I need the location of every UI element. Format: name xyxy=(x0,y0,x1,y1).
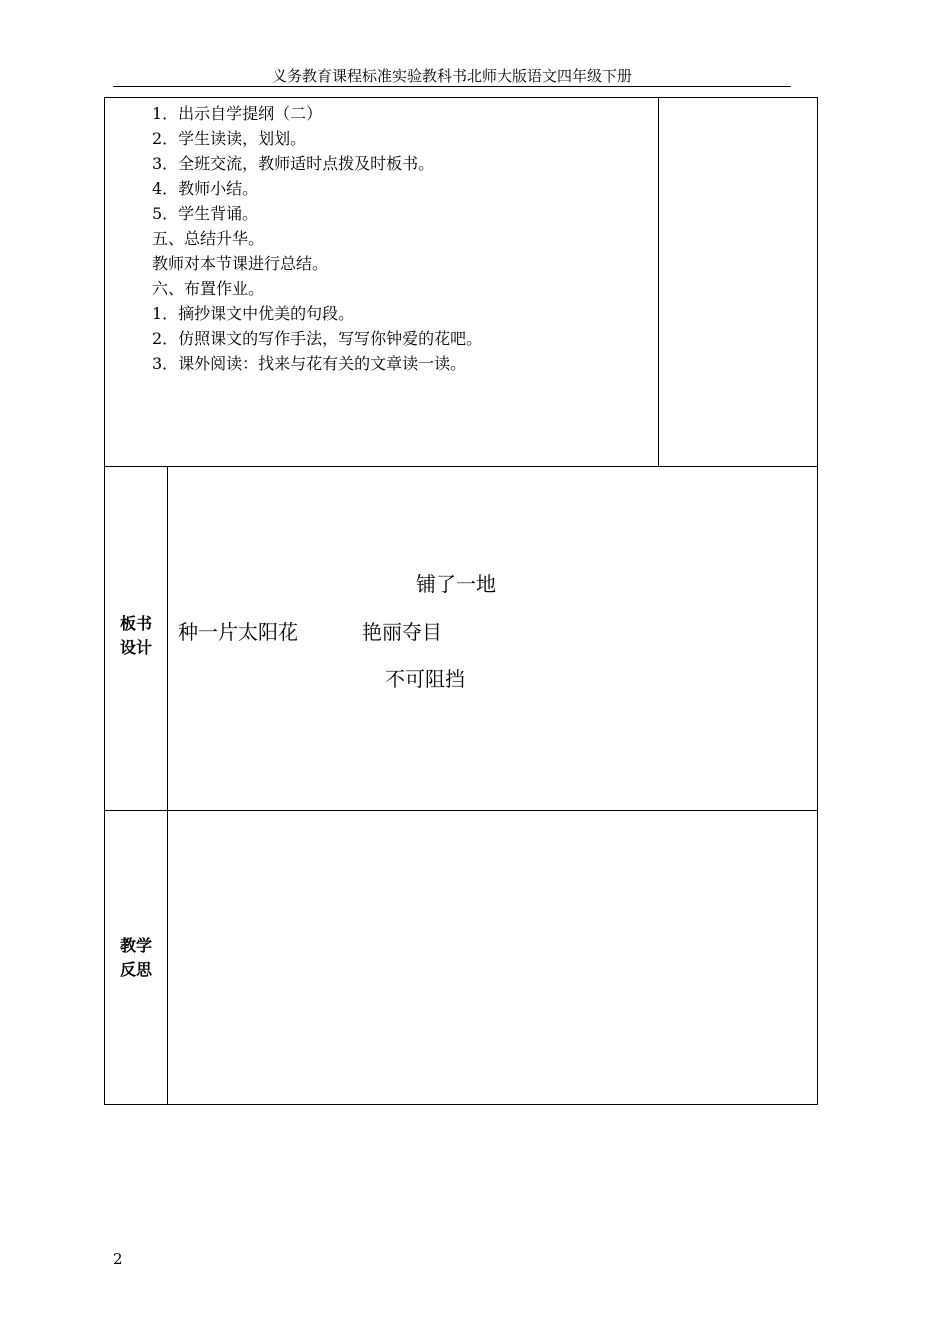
list-item: 五、总结升华。 xyxy=(152,229,265,248)
notes-column-divider xyxy=(658,97,659,467)
list-item: 1．摘抄课文中优美的句段。 xyxy=(152,304,355,323)
board-design-label-line2: 设计 xyxy=(119,638,152,657)
board-design-label-divider xyxy=(167,466,168,811)
reflection-row xyxy=(104,810,818,1105)
list-item: 六、布置作业。 xyxy=(152,279,265,298)
running-header-title: 义务教育课程标准实验教科书北师大版语文四年级下册 xyxy=(271,67,632,85)
list-item: 2．学生读读，划划。 xyxy=(152,129,307,148)
board-main-phrase: 种一片太阳花 xyxy=(178,620,298,644)
list-item: 4．教师小结。 xyxy=(152,179,259,198)
list-item: 1．出示自学提纲（二） xyxy=(152,104,323,123)
board-branch-top: 铺了一地 xyxy=(416,572,496,596)
list-item: 3．全班交流，教师适时点拨及时板书。 xyxy=(152,154,435,173)
list-item: 5．学生背诵。 xyxy=(152,204,259,223)
board-design-label-line1: 板书 xyxy=(119,614,152,633)
lesson-steps-list xyxy=(152,101,482,376)
list-item: 教师对本节课进行总结。 xyxy=(152,254,329,273)
board-design-label xyxy=(105,612,167,660)
reflection-label xyxy=(105,934,167,982)
board-branch-middle: 艳丽夺目 xyxy=(362,620,442,644)
list-item: 2．仿照课文的写作手法，写写你钟爱的花吧。 xyxy=(152,329,483,348)
reflection-label-line2: 反思 xyxy=(119,960,152,979)
reflection-label-line1: 教学 xyxy=(119,936,152,955)
header-rule xyxy=(113,86,791,87)
reflection-label-divider xyxy=(167,810,168,1105)
board-branch-bottom: 不可阻挡 xyxy=(385,667,465,691)
page-number: 2 xyxy=(113,1250,123,1268)
list-item: 3．课外阅读：找来与花有关的文章读一读。 xyxy=(152,354,467,373)
